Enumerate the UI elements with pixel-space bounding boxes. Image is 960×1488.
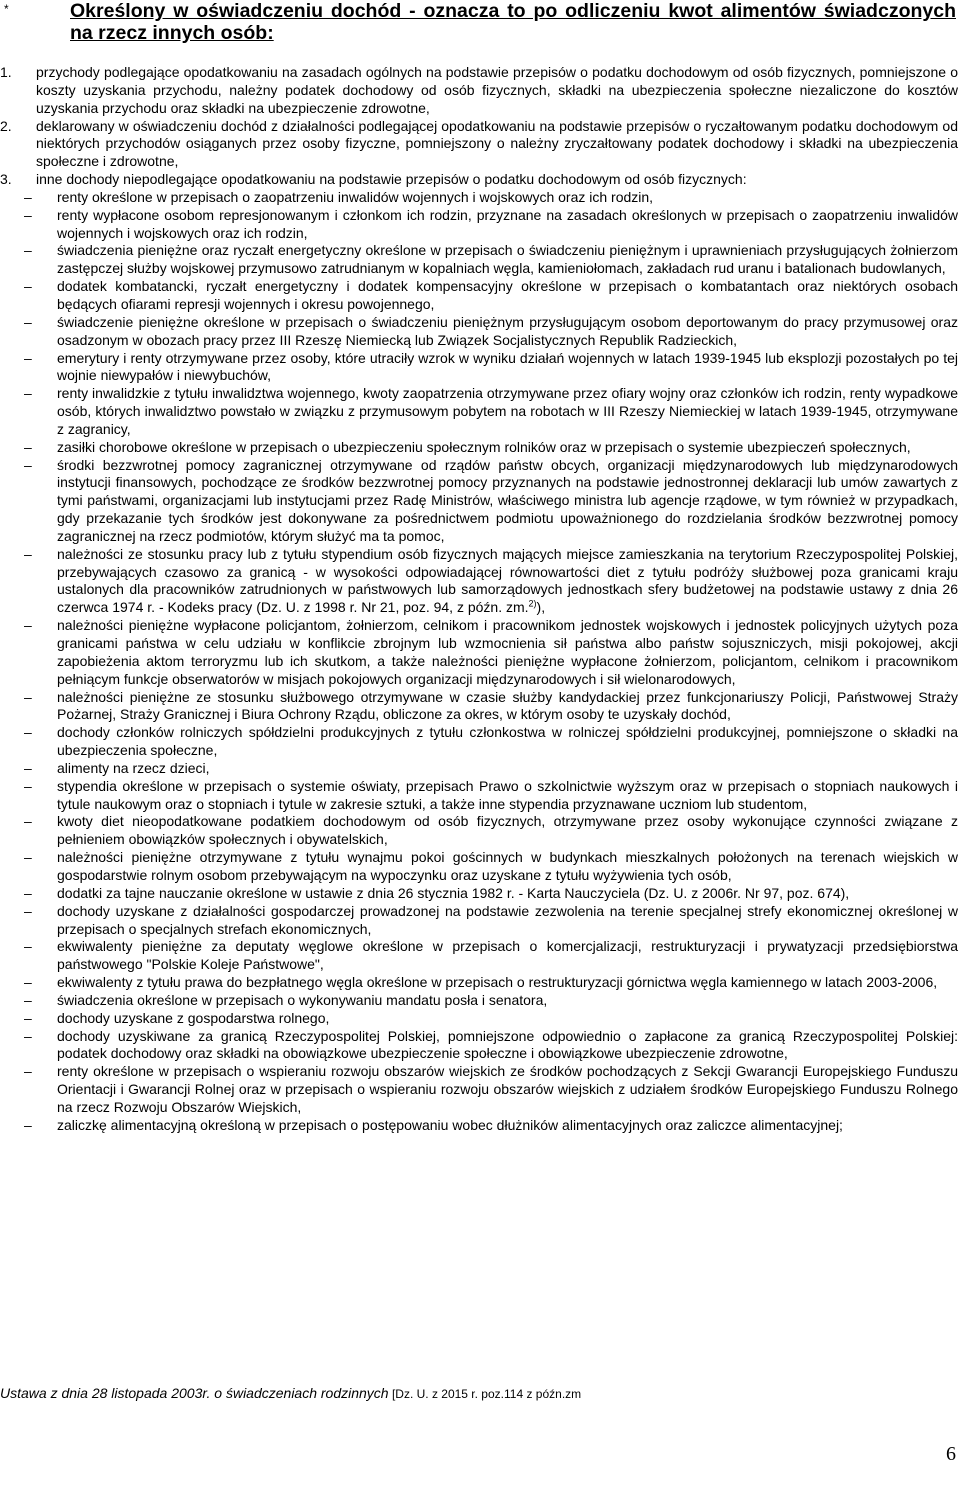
numbered-item-1	[0, 64, 960, 118]
list-item	[0, 724, 960, 760]
dash-marker: –	[24, 206, 32, 223]
asterisk-marker: *	[4, 2, 9, 16]
dash-marker: –	[24, 974, 32, 991]
dash-marker: –	[24, 938, 32, 955]
page-number: 6	[946, 1443, 956, 1465]
item-number: 3.	[0, 171, 12, 188]
list-item-text: dodatki za tajne nauczanie określone w ustawie z dnia 26 stycznia 1982 r. - Karta Nauczyciela (Dz. U. z 2006r. Nr 97, poz. 674),	[57, 884, 850, 901]
list-item-text: renty inwalidzkie z tytułu inwalidztwa wojennego, kwoty zaopatrzenia otrzymywane przez ofiary wojny oraz członków ich rodzin, renty wypadkowe osób, których inwalidztwo powstało w związku z przymusowym pobytem na robotach w III Rzeszy Niemieckiej w latach 1939-1945, otrzymywane z zagranicy,	[57, 385, 958, 437]
footnote-closing: ),	[536, 599, 546, 616]
list-item	[0, 974, 960, 992]
heading-text: Określony w oświadczeniu dochód - oznacza to po odliczeniu kwot alimentów świadczonych na rzecz innych osób:	[70, 0, 956, 44]
dash-marker: –	[24, 688, 32, 705]
list-item	[0, 457, 960, 546]
list-item-text: zaliczkę alimentacyjną określoną w przepisach o postępowaniu wobec dłużników alimentacyjnych oraz zaliczce alimentacyjnej;	[57, 1116, 843, 1133]
list-item	[0, 278, 960, 314]
dash-marker: –	[24, 617, 32, 634]
act-title: Ustawa z dnia 28 listopada 2003r. o świadczeniach rodzinnych	[0, 1385, 389, 1401]
dash-marker: –	[24, 1009, 32, 1026]
item-text: deklarowany w oświadczeniu dochód z działalności podlegającej opodatkowaniu na podstawie przepisów o ryczałtowanym podatku dochodowym od niektórych przychodów osiąganych przez osoby fizyczne, pomniejszony o należny zryczałtowany podatek dochodowy i składki na ubezpieczenia społeczne i zdrowotne,	[36, 117, 958, 170]
list-item-text: alimenty na rzecz dzieci,	[57, 759, 210, 776]
item-number: 1.	[0, 64, 12, 80]
dash-marker: –	[24, 849, 32, 866]
list-item-text: stypendia określone w przepisach o systemie oświaty, przepisach Prawo o szkolnictwie wyższym oraz w przepisach o stopniach naukowych i tytule naukowym oraz o stopniach i tytule w zakresie sztuki, a także inne stypendia przyznawane uczniom lub studentom,	[57, 777, 958, 812]
dash-marker: –	[24, 313, 32, 330]
dash-marker: –	[24, 385, 32, 402]
list-item	[0, 314, 960, 350]
list-item-text: należności ze stosunku pracy lub z tytułu stypendium osób fizycznych mających miejsce zamieszkania na terytorium Rzeczypospolitej Polskiej, przebywających czasowo za granicą - w wysokości odpowiadającej równowartości diet z tytułu podróży służbowej poza granicami kraju ustalonych dla pracowników zatrudnionych w państwowych lub samorządowych jednostkach sfery budżetowej na podstawie ustawy z dnia 26 czerwca 1974 r. - Kodeks pracy (Dz. U. z 1998 r. Nr 21, poz. 94, z późn. zm.	[57, 545, 958, 616]
list-item	[0, 992, 960, 1010]
list-item	[0, 938, 960, 974]
list-item-text: dochody uzyskane z działalności gospodarczej prowadzonej na podstawie zezwolenia na terenie specjalnej strefy ekonomicznej określonej w przepisach o specjalnych strefach ekonomicznych,	[57, 902, 958, 937]
list-item-text: należności pieniężne wypłacone policjantom, żołnierzom, celnikom i pracownikom jednostek wojskowych i jednostek policyjnych użytych poza granicami państwa w celu udziału w konflikcie zbrojnym lub wzmocnienia sił państwa albo państw sojuszniczych, misji pokojowej, akcji zapobieżenia aktom terroryzmu lub ich skutkom, a także należności pieniężne wypłacone żołnierzom, policjantom, celnikom i pracownikom pełniącym funkcje obserwatorów w misjach pokojowych organizacji międzynarodowych i sił wielonarodowych,	[57, 617, 958, 687]
dash-marker: –	[24, 991, 32, 1008]
dash-marker: –	[24, 278, 32, 295]
item-text: inne dochody niepodlegające opodatkowaniu na podstawie przepisów o podatku dochodowym od osób fizycznych:	[36, 171, 747, 188]
dash-marker: –	[24, 813, 32, 830]
source-citation	[0, 1385, 960, 1403]
list-item-text: renty wypłacone osobom represjonowanym i członkom ich rodzin, przyznane na zasadach określonych w przepisach o zaopatrzeniu inwalidów wojennych i wojskowych oraz ich rodzin,	[57, 206, 958, 241]
numbered-item-3	[0, 171, 960, 189]
list-item-text: środki bezzwrotnej pomocy zagranicznej otrzymywane od rządów państw obcych, organizacji międzynarodowych lub międzynarodowych instytucji finansowych, pochodzące ze środków bezzwrotnej pomocy przyznanych na podstawie jednostronnej deklaracji lub umów zawartych z tymi państwami, organizacjami lub instytucjami przez Radę Ministrów, właściwego ministra lub agencje rządowe, w tym również w przypadkach, gdy przekazanie tych środków jest dokonywane za pośrednictwem podmiotu upoważnionego do rozdzielania środków bezzwrotnej pomocy zagranicznej na rzecz podmiotów, którym służyć ma ta pomoc,	[57, 456, 958, 544]
list-item-text: świadczenia pieniężne oraz ryczałt energetyczny określone w przepisach o świadczeniu pieniężnym i uprawnieniach przysługujących żołnierzom zastępczej służby wojskowej przymusowo zatrudnianym w kopalniach węgla, kamieniołomach, zakładach rud uranu i batalionach budowlanych,	[57, 242, 958, 277]
dash-marker: –	[24, 777, 32, 794]
list-item	[0, 189, 960, 207]
list-item	[0, 689, 960, 725]
list-item	[0, 385, 960, 439]
list-item-text: dochody uzyskane z gospodarstwa rolnego,	[57, 1009, 330, 1026]
list-item	[0, 885, 960, 903]
list-item-text: kwoty diet nieopodatkowane podatkiem dochodowym od osób fizycznych, otrzymywane przez osoby wykonujące czynności związane z pełnieniem obowiązków społecznych i obywatelskich,	[57, 813, 958, 848]
list-item	[0, 617, 960, 688]
dash-marker: –	[24, 884, 32, 901]
dash-marker: –	[24, 349, 32, 366]
list-item-text: świadczenia określone w przepisach o wykonywaniu mandatu posła i senatora,	[57, 991, 548, 1008]
dash-marker: –	[24, 759, 32, 776]
footnote-marker: 2)	[528, 598, 537, 609]
dash-marker: –	[24, 545, 32, 562]
list-item	[0, 439, 960, 457]
item-number: 2.	[0, 117, 12, 134]
list-item-text: dodatek kombatancki, ryczałt energetyczny i dodatek kompensacyjny określone w przepisach o kombatantach oraz niektórych osobach będących ofiarami represji wojennych i okresu powojennego,	[57, 278, 958, 312]
list-item	[0, 903, 960, 939]
dash-marker: –	[24, 1063, 32, 1080]
item-text: przychody podlegające opodatkowaniu na zasadach ogólnych na podstawie przepisów o podatku dochodowym od osób fizycznych, pomniejszone o koszty uzyskania przychodu, należny podatek dochodowy od osób fizycznych, składki na ubezpieczenia społeczne niezaliczone do kosztów uzyskania przychodu oraz składki na ubezpieczenie zdrowotne,	[36, 64, 958, 116]
list-item-text: zasiłki chorobowe określone w przepisach o ubezpieczeniu społecznym rolników oraz w przepisach o systemie ubezpieczeń społecznych,	[57, 438, 911, 455]
dash-marker: –	[24, 724, 32, 741]
journal-reference: [Dz. U. z 2015 r. poz.114 z późn.zm	[388, 1387, 582, 1401]
list-item	[0, 1010, 960, 1028]
list-item-text: emerytury i renty otrzymywane przez osoby, które utraciły wzrok w wyniku działań wojennych w latach 1939-1945 lub eksplozji pozostałych po tej wojnie niewypałów i niewybuchów,	[57, 349, 958, 384]
list-item	[0, 760, 960, 778]
list-item	[0, 1063, 960, 1117]
dash-marker: –	[24, 438, 32, 455]
list-item-text: należności pieniężne otrzymywane z tytułu wynajmu pokoi gościnnych w budynkach mieszkalnych położonych na terenach wiejskich w gospodarstwie rolnym osobom przebywającym na wypoczynku oraz uzyskane z tytułu wyżywienia tych osób,	[57, 849, 958, 883]
list-item	[0, 849, 960, 885]
document-body	[0, 64, 960, 1135]
list-item	[0, 1028, 960, 1064]
list-item-text: ekwiwalenty z tytułu prawa do bezpłatnego węgla określone w przepisach o restrukturyzacji górnictwa węgla kamiennego w latach 2003-2006,	[57, 974, 938, 991]
list-item-text: dochody członków rolniczych spółdzielni produkcyjnych z tytułu członkostwa w rolniczej spółdzielni produkcyjnej, pomniejszone o składki na ubezpieczenia społeczne,	[57, 724, 958, 759]
dash-marker: –	[24, 188, 32, 205]
dash-marker: –	[24, 242, 32, 259]
list-item	[0, 813, 960, 849]
section-heading	[0, 0, 960, 44]
list-item-text: ekwiwalenty pieniężne za deputaty węglowe określone w przepisach o komercjalizacji, restrukturyzacji i prywatyzacji przedsiębiorstwa państwowego "Polskie Koleje Państwowe",	[57, 938, 958, 973]
list-item	[0, 242, 960, 278]
list-item-text: renty określone w przepisach o zaopatrzeniu inwalidów wojennych i wojskowych oraz ich rodzin,	[57, 188, 654, 205]
list-item-text: renty określone w przepisach o wspieraniu rozwoju obszarów wiejskich ze środków pochodzących z Sekcji Gwarancji Europejskiego Funduszu Orientacji i Gwarancji Rolnej oraz w przepisach o wspieraniu rozwoju obszarów wiejskich z udziałem środków Europejskiego Funduszu Rolnego na rzecz Rozwoju Obszarów Wiejskich,	[57, 1063, 958, 1115]
list-item-text: świadczenie pieniężne określone w przepisach o świadczeniu pieniężnym przysługującym osobom deportowanym do pracy przymusowej oraz osadzonym w obozach pracy przez III Rzeszę Niemiecką lub Związek Socjalistycznych Republik Radzieckich,	[57, 313, 958, 348]
list-item-text: dochody uzyskiwane za granicą Rzeczypospolitej Polskiej, pomniejszone odpowiednio o zapłacone za granicą Rzeczypospolitej Polskiej: podatek dochodowy oraz składki na obowiązkowe ubezpieczenie społeczne i obowiązkowe ubezpieczenie zdrowotne,	[57, 1027, 958, 1062]
dash-marker: –	[24, 1116, 32, 1133]
list-item-text: należności pieniężne ze stosunku służbowego otrzymywane w czasie służby kandydackiej przez funkcjonariuszy Policji, Państwowej Straży Pożarnej, Straży Granicznej i Biura Ochrony Rządu, obliczone za okres, w którym osoby te uzyskały dochód,	[57, 688, 958, 723]
list-item	[0, 778, 960, 814]
numbered-item-2	[0, 118, 960, 172]
list-item	[0, 207, 960, 243]
list-item	[0, 350, 960, 386]
dash-marker: –	[24, 902, 32, 919]
dash-marker: –	[24, 1027, 32, 1044]
list-item	[0, 546, 960, 617]
income-sublist	[0, 189, 960, 1135]
dash-marker: –	[24, 456, 32, 473]
list-item	[0, 1117, 960, 1135]
